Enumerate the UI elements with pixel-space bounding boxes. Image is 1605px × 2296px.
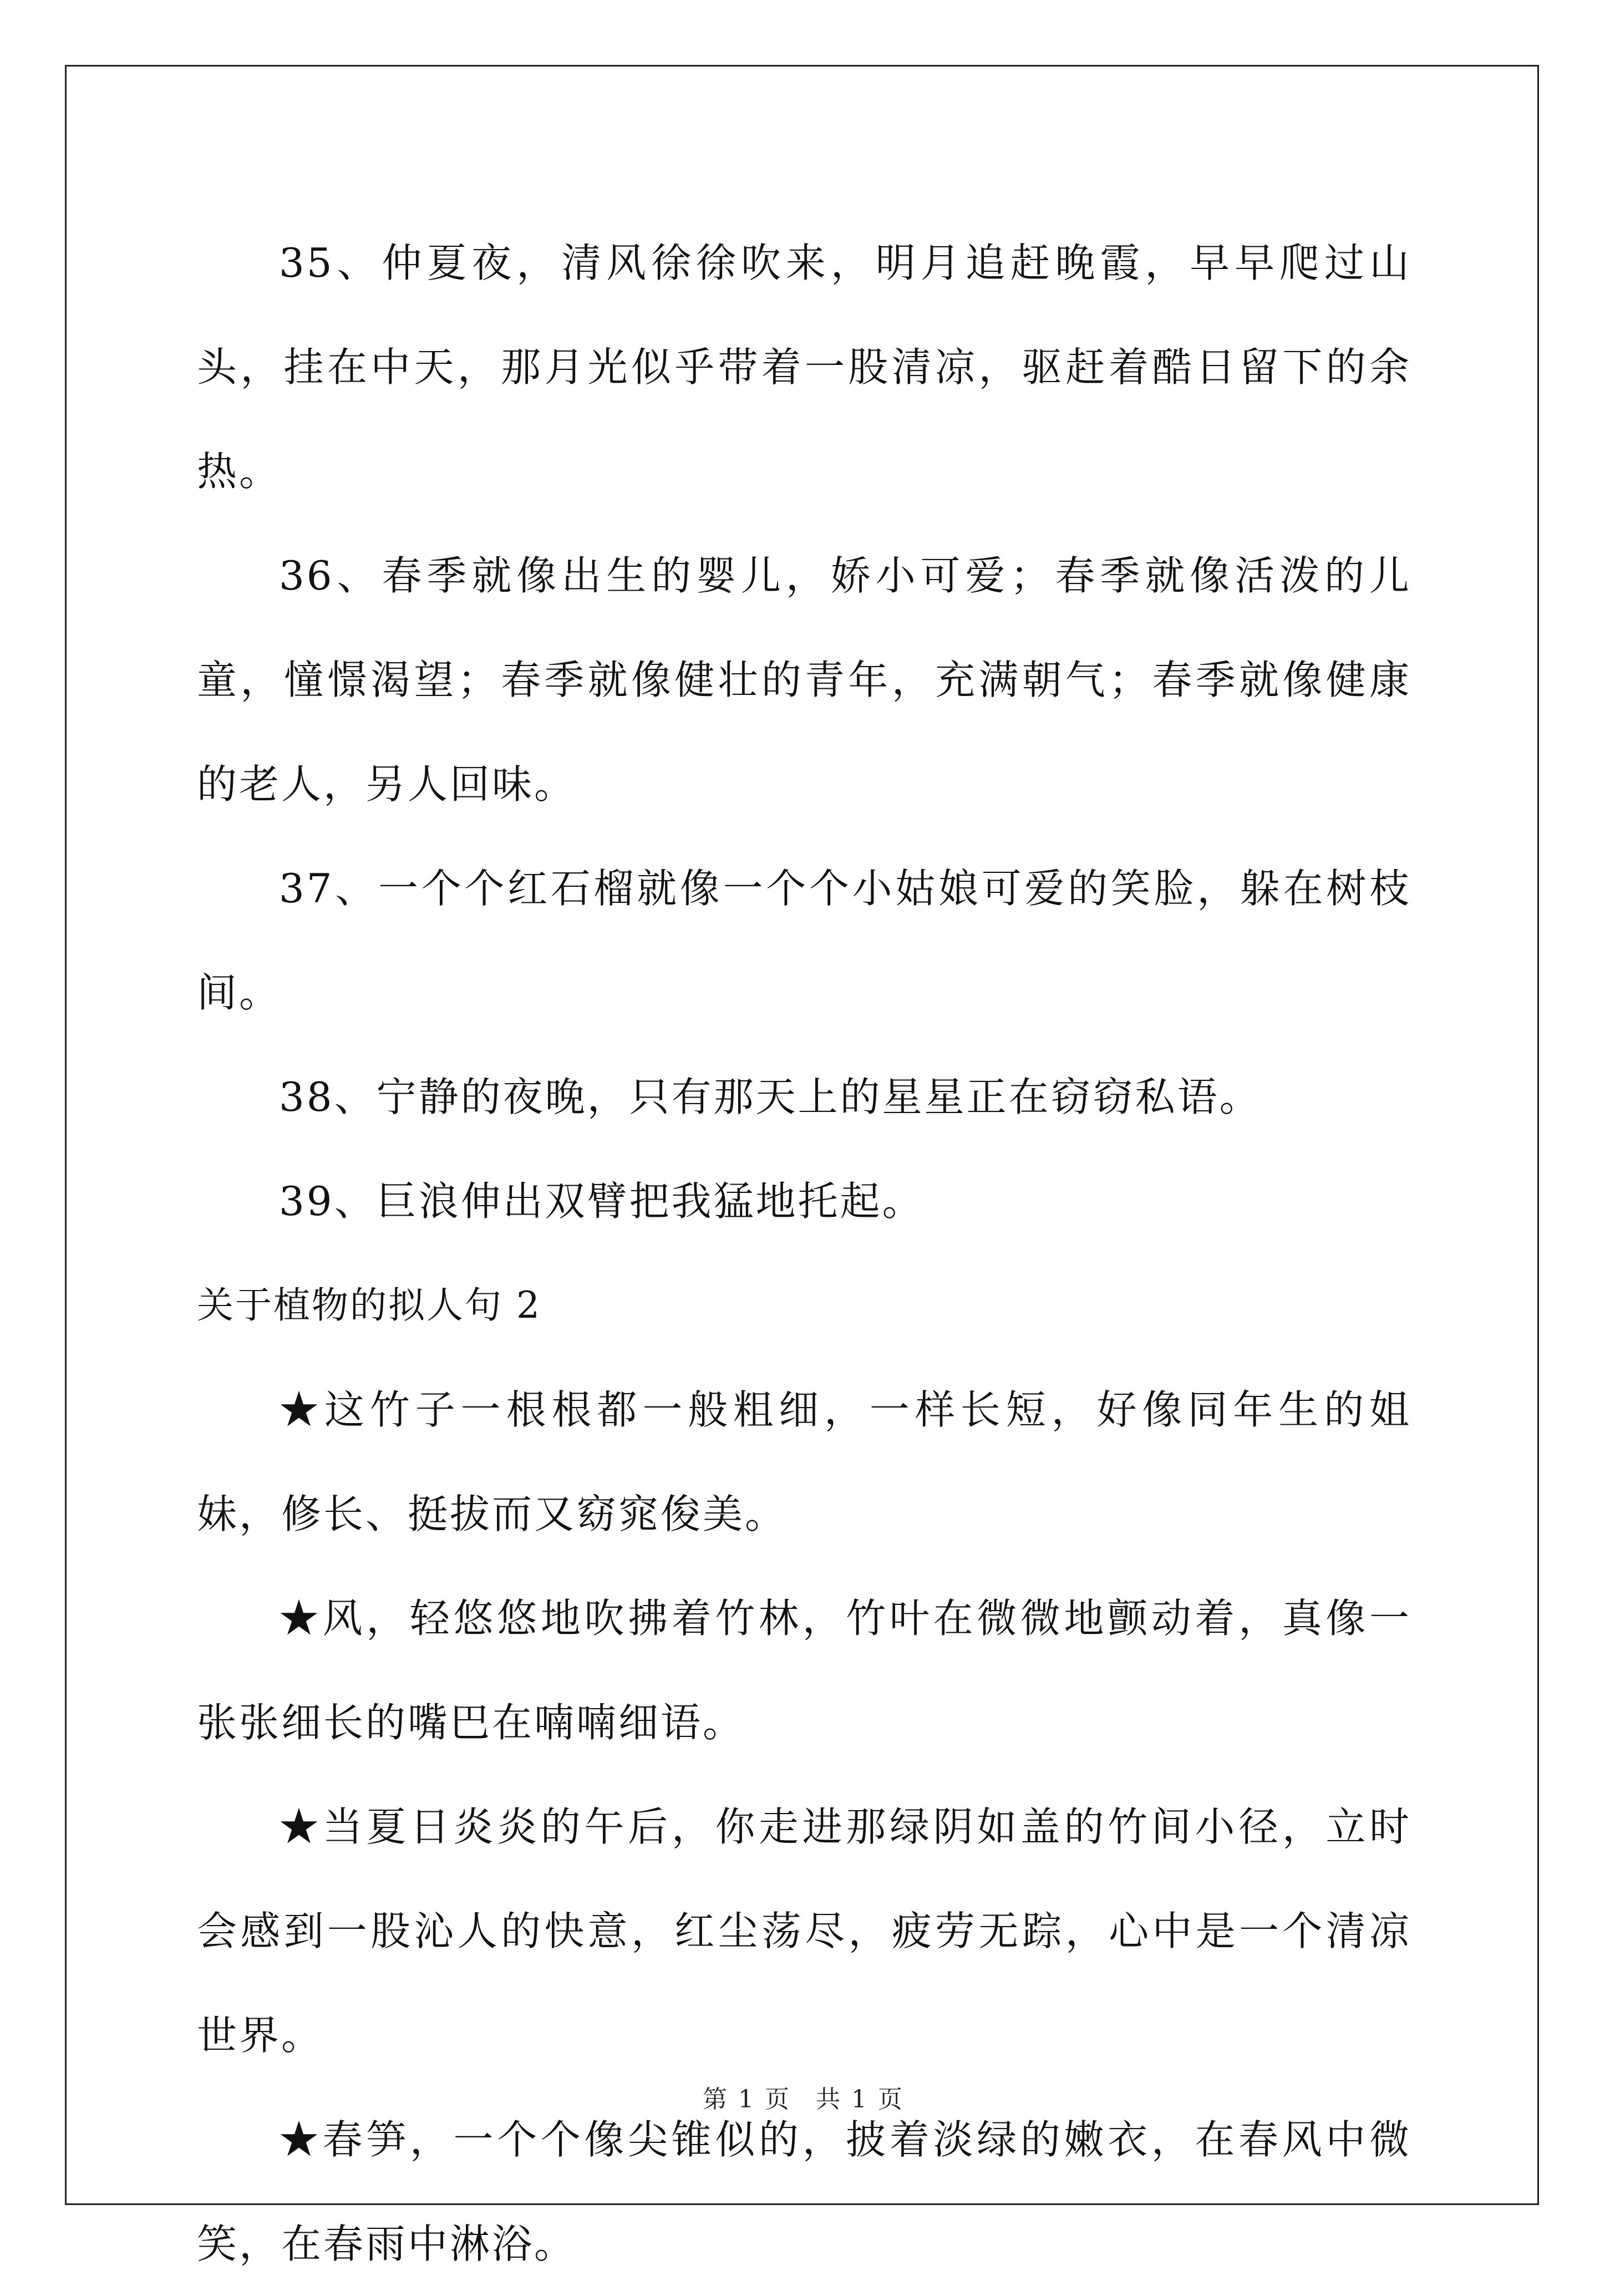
page-number-total: 共 1 页 <box>816 2085 902 2114</box>
document-body <box>197 211 1411 2296</box>
paragraph-35: 35、仲夏夜，清风徐徐吹来，明月追赶晚霞，早早爬过山头，挂在中天，那月光似乎带着一股清凉，驱赶着酷日留下的余热。 <box>197 240 1411 495</box>
section-heading: 关于植物的拟人句 2 <box>197 1284 541 1327</box>
page-footer <box>0 2083 1605 2116</box>
paragraph-bamboo-4: ★春笋，一个个像尖锥似的，披着淡绿的嫩衣，在春风中微笑，在春雨中淋浴。 <box>197 2116 1411 2267</box>
paragraph-bamboo-3: ★当夏日炎炎的午后，你走进那绿阴如盖的竹间小径，立时会感到一股沁人的快意，红尘荡尽，疲劳无踪，心中是一个清凉世界。 <box>197 1804 1411 2059</box>
paragraph-bamboo-1: ★这竹子一根根都一般粗细，一样长短，好像同年生的姐妹，修长、挺拔而又窈窕俊美。 <box>197 1386 1411 1537</box>
paragraph-38: 38、宁静的夜晚，只有那天上的星星正在窃窃私语。 <box>279 1074 1262 1120</box>
paragraph-36: 36、春季就像出生的婴儿，娇小可爱；春季就像活泼的儿童，憧憬渴望；春季就像健壮的青年，充满朝气；春季就像健康的老人，另人回味。 <box>197 552 1411 807</box>
page-number-current: 第 1 页 <box>703 2085 789 2114</box>
paragraph-bamboo-2: ★风，轻悠悠地吹拂着竹林，竹叶在微微地颤动着，真像一张张细长的嘴巴在喃喃细语。 <box>197 1595 1411 1746</box>
paragraph-37: 37、一个个红石榴就像一个个小姑娘可爱的笑脸，躲在树枝间。 <box>197 865 1411 1016</box>
paragraph-39: 39、巨浪伸出双臂把我猛地托起。 <box>279 1178 925 1225</box>
